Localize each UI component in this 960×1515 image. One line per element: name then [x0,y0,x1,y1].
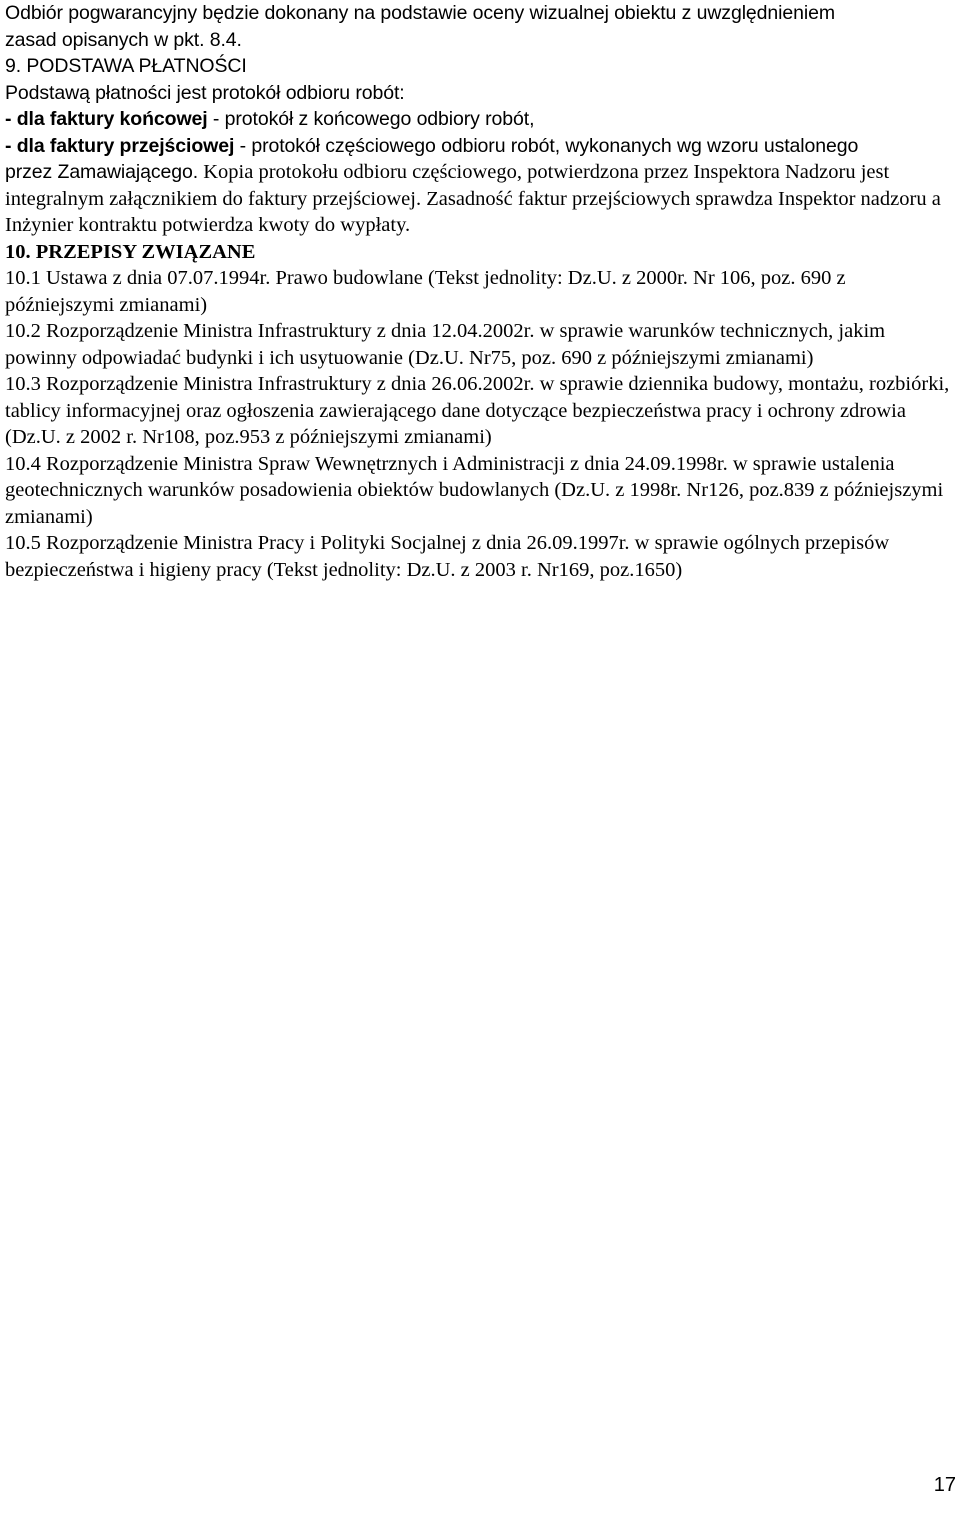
intro-line-1: Odbiór pogwarancyjny będzie dokonany na podstawie oceny wizualnej obiektu z uwzględnieniem [5,2,836,24]
final-invoice-item [5,106,955,133]
section-9-heading: 9. PODSTAWA PŁATNOŚCI [5,55,247,77]
regulation-item: 10.4 Rozporządzenie Ministra Spraw Wewnętrznych i Administracji z dnia 24.09.1998r. w sprawie ustalenia geotechnicznych warunków posadowienia obiektów budowlanych (Dz.U. z 1998r. Nr126, poz.839 z późniejszymi zmianami) [5,452,944,528]
interim-invoice-text: - protokół częściowego odbioru robót, wykonanych wg wzoru ustalonego [234,134,859,157]
final-invoice-text: - protokół z końcowego odbiory robót, [207,108,535,130]
partial-acceptance-text: Kopia protokołu odbioru częściowego, potwierdzona przez Inspektora Nadzoru jest integralnym załącznikiem do faktury przejściowej. Zasadność faktur przejściowych sprawdza Inspektor nadzoru a Inżynier kontraktu potwierdza kwoty do wypłaty. [5,161,941,236]
intro-line-2: zasad opisanych w pkt. 8.4. [5,28,242,51]
interim-invoice-continuation: przez Zamawiającego. [5,161,199,183]
regulation-item: 10.5 Rozporządzenie Ministra Pracy i Polityki Socjalnej z dnia 26.09.1997r. w sprawie ogólnych przepisów bezpieczeństwa i higieny pracy (Tekst jednolity: Dz.U. z 2003 r. Nr169, poz.1650) [5,532,890,581]
page-number: 17 [933,1474,956,1496]
regulation-item: 10.1 Ustawa z dnia 07.07.1994r. Prawo budowlane (Tekst jednolity: Dz.U. z 2000r. Nr 106, poz. 690 z późniejszymi zmianami) [5,267,846,316]
regulation-item: 10.2 Rozporządzenie Ministra Infrastruktury z dnia 12.04.2002r. w sprawie warunków technicznych, jakim powinny odpowiadać budynki i ich usytuowanie (Dz.U. Nr75, poz. 690 z późniejszymi zmianami) [5,320,886,369]
document-page [5,0,955,583]
regulation-item: 10.3 Rozporządzenie Ministra Infrastruktury z dnia 26.06.2002r. w sprawie dziennika budowy, montażu, rozbiórki, tablicy informacyjnej oraz ogłoszenia zawierającego dane dotyczące bezpieczeństwa pracy i ochrony zdrowia (Dz.U. z 2002 r. Nr108, poz.953 z późniejszymi zmianami) [5,373,950,448]
payment-basis-text: Podstawą płatności jest protokół odbioru robót: [5,81,405,104]
final-invoice-label: - dla faktury końcowej [5,108,208,130]
interim-invoice-label: - dla faktury przejściowej [5,134,235,157]
interim-invoice-item [5,133,955,160]
section-10-heading: 10. PRZEPISY ZWIĄZANE [5,240,256,263]
interim-invoice-paragraph [5,159,955,239]
